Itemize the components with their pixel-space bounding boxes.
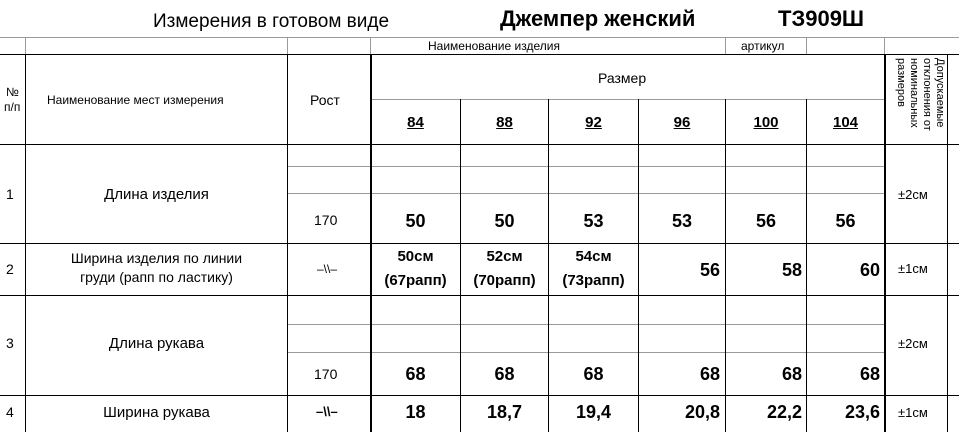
height-ditto: –\\– bbox=[316, 404, 338, 419]
grid-line bbox=[638, 99, 639, 432]
grid-line bbox=[947, 54, 948, 432]
grid-line bbox=[287, 324, 884, 325]
row-number: 1 bbox=[6, 186, 14, 202]
measurements-title: Измерения в готовом виде bbox=[153, 11, 390, 32]
grid-line bbox=[287, 166, 884, 167]
tolerance-header bbox=[894, 58, 946, 131]
size-header: Размер bbox=[598, 70, 647, 86]
tolerance-value: ±2см bbox=[898, 187, 928, 202]
size-92: 92 bbox=[585, 114, 602, 131]
grid-line bbox=[0, 395, 959, 396]
value-cell: 19,4 bbox=[575, 402, 612, 422]
product-title: Джемпер женский bbox=[500, 6, 696, 31]
measure-name-line2: груди (рапп по ластику) bbox=[80, 269, 233, 285]
value-cell: 68 bbox=[494, 364, 515, 384]
tolerance-value: ±1см bbox=[898, 405, 928, 420]
value-cell: 68 bbox=[583, 364, 604, 384]
value-cell: 22,2 bbox=[766, 402, 802, 422]
value-cell: 56 bbox=[699, 260, 720, 280]
grid-line bbox=[806, 99, 807, 432]
size-100: 100 bbox=[753, 114, 779, 131]
grid-line bbox=[0, 295, 959, 296]
value-cell: 68 bbox=[405, 364, 426, 384]
grid-line bbox=[371, 99, 884, 100]
tolerance-line: отклонения от bbox=[921, 58, 933, 131]
measure-name-header: Наименование мест измерения bbox=[47, 93, 224, 107]
tolerance-value: ±2см bbox=[898, 336, 928, 351]
height-value: 170 bbox=[314, 212, 338, 228]
grid-line bbox=[287, 37, 288, 54]
grid-line bbox=[0, 54, 959, 55]
grid-line bbox=[725, 99, 726, 432]
tolerance-line: номинальных bbox=[908, 58, 920, 128]
value-cell: 50 bbox=[405, 211, 426, 231]
value-cell: 68 bbox=[781, 364, 802, 384]
article-code: ТЗ909Ш bbox=[778, 6, 865, 31]
value-cell: (67рапп) bbox=[384, 272, 447, 289]
value-cell: (73рапп) bbox=[562, 272, 625, 289]
value-cell: 68 bbox=[859, 364, 880, 384]
grid-line bbox=[287, 54, 288, 432]
measure-name: Длина изделия bbox=[104, 186, 209, 203]
value-cell: 68 bbox=[699, 364, 720, 384]
value-cell: 56 bbox=[835, 211, 856, 231]
grid-line bbox=[25, 54, 26, 432]
value-cell: (70рапп) bbox=[473, 272, 536, 289]
grid-line bbox=[725, 37, 726, 54]
grid-line bbox=[884, 54, 886, 432]
value-cell: 23,6 bbox=[844, 402, 880, 422]
row-number: 2 bbox=[6, 261, 14, 277]
value-cell: 50 bbox=[494, 211, 515, 231]
size-104: 104 bbox=[832, 114, 859, 131]
grid-line bbox=[0, 243, 959, 244]
grid-line bbox=[806, 37, 807, 54]
row-number: 3 bbox=[6, 335, 14, 351]
grid-line bbox=[0, 144, 959, 145]
product-name-label: Наименование изделия bbox=[428, 39, 560, 53]
grid-line bbox=[287, 352, 884, 353]
measure-name-line1: Ширина изделия по линии bbox=[70, 250, 243, 266]
value-cell: 20,8 bbox=[684, 402, 720, 422]
size-88: 88 bbox=[496, 114, 513, 131]
number-subheader: п/п bbox=[4, 100, 21, 114]
grid-line bbox=[25, 37, 26, 54]
height-value: 170 bbox=[314, 366, 338, 382]
measure-name: Длина рукава bbox=[108, 335, 205, 352]
value-cell: 18,7 bbox=[486, 402, 523, 422]
tolerance-line: Допускаемые bbox=[934, 58, 946, 128]
grid-line bbox=[370, 37, 371, 54]
value-cell: 53 bbox=[671, 211, 693, 231]
grid-line bbox=[0, 37, 959, 38]
value-cell: 50см bbox=[397, 248, 434, 265]
tolerance-value: ±1см bbox=[898, 261, 928, 276]
value-cell: 56 bbox=[755, 211, 777, 231]
value-cell: 60 bbox=[859, 260, 880, 280]
grid-line bbox=[287, 193, 884, 194]
measure-name: Ширина рукава bbox=[103, 404, 210, 421]
height-ditto: –\\– bbox=[317, 262, 338, 276]
size-84: 84 bbox=[407, 114, 424, 131]
value-cell: 53 bbox=[583, 211, 604, 231]
article-label: артикул bbox=[741, 39, 785, 53]
value-cell: 18 bbox=[405, 402, 426, 422]
row-number: 4 bbox=[6, 404, 14, 420]
number-header: № bbox=[6, 85, 19, 99]
grid-line bbox=[884, 37, 885, 54]
size-96: 96 bbox=[673, 114, 691, 131]
value-cell: 54см bbox=[575, 248, 612, 265]
tolerance-line: размеров bbox=[895, 58, 907, 107]
value-cell: 52см bbox=[486, 248, 523, 265]
value-cell: 58 bbox=[781, 260, 802, 280]
height-header: Рост bbox=[310, 92, 340, 108]
